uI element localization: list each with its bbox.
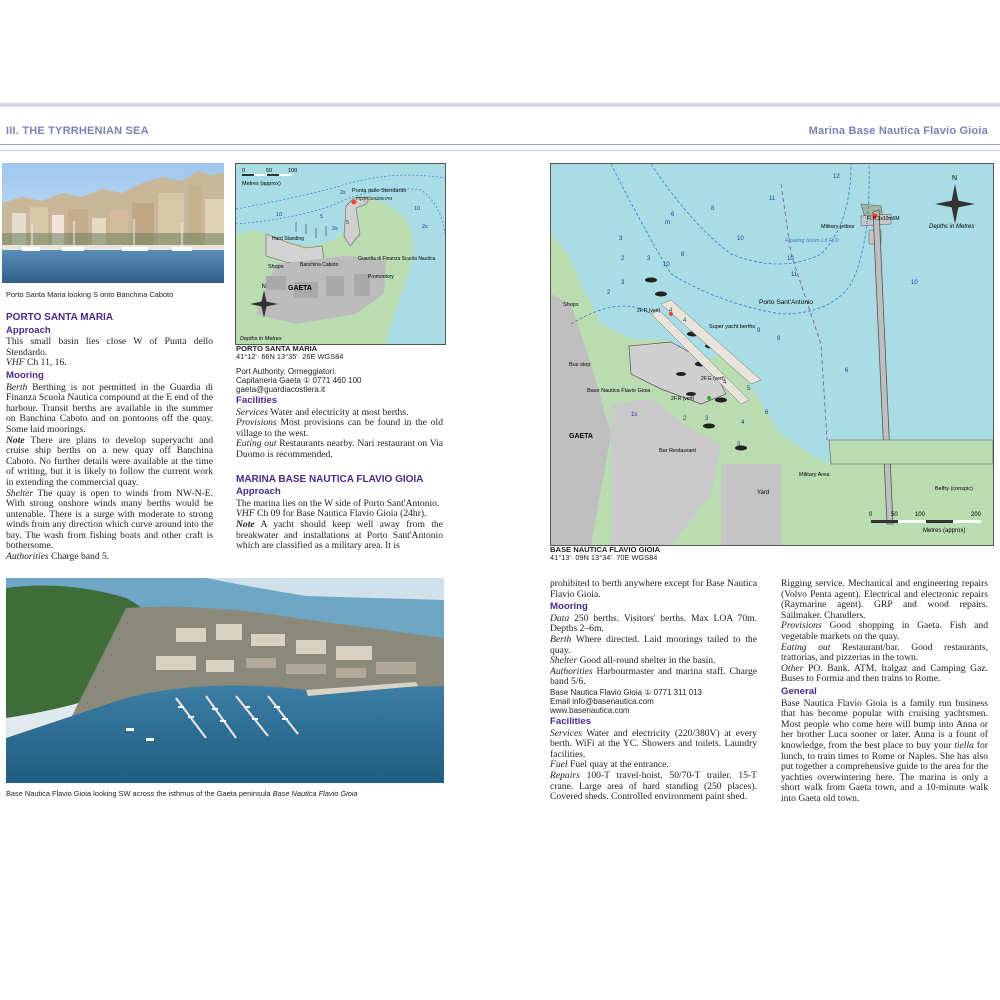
scale-tick-0: 0 — [242, 168, 246, 174]
map-base-nautica — [550, 163, 994, 546]
map2-title: BASE NAUTICA FLAVIO GIOIA — [550, 545, 661, 554]
depth: 2 — [621, 256, 625, 262]
label-gaeta: GAETA — [569, 433, 593, 440]
marina-services: Services Water and electricity (220/380V) at every berth. WiFi at the YC. Showers and toilets. Laundry facilities. — [550, 727, 757, 760]
depths-label: Depths in Metres — [240, 336, 282, 342]
psm-berth: Berth Berthing is not permitted in the Guardia di Finanza Scuola Nautica compound at the E end of the harbour. Transit berths are available in the summer on Banchina Caboto and on pontoons off the quay. Some laid moorings. — [6, 381, 213, 435]
label-porto: Porto Sant'Antonio — [759, 299, 813, 306]
depth: m — [665, 220, 670, 226]
label-fg: 2F.G (vert) — [701, 376, 725, 382]
scale-tick-100: 100 — [915, 512, 926, 518]
map1-coords: 41°12'· 66N 13°35'· 26E WGS84 — [236, 352, 344, 362]
photo-base-nautica-aerial — [6, 578, 444, 783]
chapter-title: III. THE TYRRHENIAN SEA — [6, 125, 149, 137]
psm-provisions: Provisions Most provisions can be found in the old village to the west. — [236, 417, 443, 439]
psm-authorities: Authorities Charge band 5. — [6, 551, 110, 563]
depth-5: 5 — [346, 220, 350, 226]
map2-coords: 41°13'· 09N 13°34'· 70E WGS84 — [550, 553, 658, 563]
photo-porto-santa-maria — [2, 163, 224, 283]
scale-label: Metres (approx) — [242, 181, 281, 187]
label-hard-standing: Hard Standing — [272, 236, 304, 242]
label-belfry: Belfry (conspic) — [935, 486, 973, 492]
marina-heading: MARINA BASE NAUTICA FLAVIO GIOIA — [236, 473, 424, 485]
depth: 3 — [647, 256, 651, 262]
scale-tick-50: 50 — [266, 168, 273, 174]
depth: 4 — [723, 380, 727, 386]
map2-caption — [550, 546, 850, 563]
depth: 3 — [621, 280, 625, 286]
column-2 — [236, 367, 443, 552]
label-guardia: Guardia di Finanza Scuola Nautica — [358, 256, 436, 262]
eating-out: Eating out Restaurant/bar. Good restaurants, trattorias, and pizzerias in the town. — [781, 641, 988, 664]
depth: 2 — [683, 416, 687, 422]
porto-santa-maria-section — [6, 313, 213, 563]
label-light: Fl(2)R.10s20m7M — [356, 196, 393, 201]
marina-approach-heading: Approach — [236, 486, 281, 498]
depth: 4 — [741, 420, 745, 426]
section-title: Marina Base Nautica Flavio Gioia — [808, 125, 988, 137]
label-fr3: 2F.R (vert) — [671, 396, 695, 402]
marina-email: Email info@basenautica.com — [550, 696, 654, 706]
psm-shelter: Shelter The quay is open to winds from NW-N-E. With strong onshore winds many berths would be untenable. There is a surge with moderate to strong winds from any direction which curve around into the bay. The wash from fishing boats and other craft is bothersome. — [6, 487, 213, 552]
marina-note-cont: prohibited to berth anywhere except for Base Nautica Flavio Gioia. — [550, 578, 757, 600]
psm-approach-text: This small basin lies close W of Punta dello Stendardo. — [6, 336, 213, 358]
depth: 10 — [911, 280, 918, 286]
port-authority: Port Authority. Ormeggiatori. — [236, 367, 337, 376]
label-base-nautica: Base Nautica Flavio Gioia — [587, 388, 651, 394]
marina-authorities: Authorities Harbourmaster and marina staff. Charge band 5/6. — [550, 665, 757, 688]
depth: 8 — [711, 206, 715, 212]
rigging-text: Rigging service. Mechanical and engineering repairs (Volvo Penta agent). Electrical and electronic repairs (Raymarine agent). GRP and wood repairs. Sailmaker. Chandlers. — [781, 578, 988, 621]
depth: 4 — [683, 318, 687, 324]
psm-heading: PORTO SANTA MARIA — [6, 312, 114, 323]
depth: 6 — [845, 368, 849, 374]
compass-rose-icon — [935, 175, 975, 224]
photo1-caption: Porto Santa Maria looking S onto Banchina Caboto — [6, 290, 174, 299]
depth: 9 — [757, 328, 761, 334]
marina-data: Data 250 berths. Visitors' berths. Max LOA 70m. Depths 2–6m. — [550, 612, 757, 635]
label-floating-boom: Floating boom Lit FLR — [785, 238, 840, 244]
marina-phone: Base Nautica Flavio Gioia ① 0771 311 013 — [550, 687, 703, 697]
scale-tick-100: 100 — [288, 168, 298, 174]
general-text: Base Nautica Flavio Gioia is a family run business that has become popular with cruising yachtsmen. Most people who come here will bump into Anna or her brother Luca sooner or later. Anna is a fount of knowledge, from the best place to buy your tiella for lunch, to train times to Rome or Naples. She has also put together a comprehensive guide to the area for the yachties overwintering here. The marina is only a short walk from Gaeta town, and a 10-minute walk into Gaeta old town. — [781, 697, 988, 804]
depth: 5 — [747, 386, 751, 392]
depth: 1s — [631, 412, 638, 418]
label-light: Fl.R.3s10m6M — [867, 216, 900, 222]
label-yard: Yard — [757, 490, 770, 496]
marina-fuel: Fuel Fuel quay at the entrance. — [550, 759, 669, 771]
depth: 3 — [705, 416, 709, 422]
svg-text:N: N — [952, 175, 958, 182]
depth: 10 — [787, 256, 794, 262]
psm-mooring-heading: Mooring — [6, 369, 44, 381]
depth: 10 — [663, 262, 670, 268]
capitaneria: Capitaneria Gaeta ① 0771 460 100 — [236, 376, 362, 385]
label-shops: Shops — [268, 264, 284, 270]
psm-vhf: VHF Ch 11, 16. — [6, 357, 67, 369]
label-punta: Punta dello Stendardo — [352, 188, 407, 194]
depth: 6 — [671, 212, 675, 218]
header-rule — [0, 103, 1000, 107]
depth: 3 — [619, 236, 623, 242]
scale-bar — [871, 520, 981, 523]
marina-facilities-heading: Facilities — [550, 715, 592, 727]
depth: 2 — [607, 290, 611, 296]
label-military-area: Military Area — [799, 472, 830, 478]
depth: 3 — [737, 442, 741, 448]
marina-mooring-heading: Mooring — [550, 601, 588, 613]
label-promontory: Promontory — [368, 274, 394, 280]
depth: 8 — [777, 336, 781, 342]
label-gaeta: GAETA — [288, 285, 312, 292]
depths-label: Depths in Metres — [929, 224, 975, 230]
column-4 — [781, 579, 988, 804]
depth: 8 — [681, 252, 685, 258]
depth: 10 — [737, 236, 744, 242]
marina-note: Note A yacht should keep well away from the breakwater and installations at Porto Sant'Antonio which are classified as a military area. It is — [236, 518, 443, 552]
marina-shelter: Shelter Good all-round shelter in the basin. — [550, 655, 716, 667]
scale-tick-0: 0 — [869, 512, 873, 518]
depth: 6 — [765, 410, 769, 416]
depth-3: 2s — [340, 190, 346, 196]
depth-7: 2s — [332, 226, 338, 232]
other: Other PO. Bank. ATM. Italgaz and Camping Gaz. Buses to Formia and then trains to Rome. — [781, 662, 988, 685]
photo2-credit: Base Nautica Flavio Gioia — [272, 789, 358, 798]
scale-bar — [242, 174, 292, 176]
label-shops: Shops — [563, 302, 579, 308]
label-military-jetties: Military jetties — [821, 224, 855, 230]
label-bus-stop: Bus stop — [569, 362, 591, 368]
scale-tick-50: 50 — [891, 512, 898, 518]
psm-services: Services Water and electricity at most berths. — [236, 406, 409, 418]
psm-note: Note There are plans to develop superyacht and cruise ship berths on a new quay off Banchina Caboto. No further details were available at the time of writing, but it is likely to follow the current work in extending the commercial quay. — [6, 434, 213, 488]
map1-title: PORTO SANTA MARIA — [236, 344, 318, 353]
psm-facilities-heading: Facilities — [236, 395, 278, 406]
depth: 12 — [833, 174, 840, 180]
depth: 11 — [791, 272, 798, 278]
header-underline — [0, 144, 1000, 145]
psm-eating: Eating out Restaurants nearby. Nari restaurant on Via Duomo is recommended. — [236, 438, 444, 460]
marina-approach-text: The marina lies on the W side of Porto Sant'Antonio. — [236, 497, 440, 509]
depth: 11 — [769, 196, 776, 202]
svg-text:N: N — [261, 284, 266, 290]
page-margin — [0, 0, 1000, 103]
depth: 4 — [669, 308, 673, 314]
marina-web: www.basenautica.com — [550, 705, 630, 715]
depth-2: 10 — [276, 212, 283, 218]
header-underline-2 — [0, 150, 1000, 151]
capitaneria-email: gaeta@guardiacostiera.it — [236, 385, 326, 394]
scale-label: Metres (approx) — [923, 528, 966, 534]
label-superyacht: Super yacht berths — [709, 324, 756, 330]
label-bar: Bar Restaurant — [659, 448, 696, 454]
scale-tick-200: 200 — [971, 512, 982, 518]
depth-4: 5 — [320, 214, 324, 220]
label-banchina: Banchina Caboto — [300, 262, 339, 268]
marina-berth: Berth Where directed. Laid moorings tailed to the quay. — [550, 633, 757, 656]
map1-caption — [236, 345, 446, 362]
marina-repairs: Repairs 100-T travel-hoist. 50/70-T trailer. 15-T crane. Large area of hard standing (250 places). Covered sheds. Controlled environment paint shed. — [550, 770, 757, 802]
marina-vhf: VHF Ch 09 for Base Nautica Flavio Gioia (24hr). — [236, 508, 427, 520]
photo2-caption: Base Nautica Flavio Gioia looking SW across the isthmus of the Gaeta peninsula Base Nautica Flavio Gioia — [6, 789, 358, 798]
provisions: Provisions Good shopping in Gaeta. Fish and vegetable markets on the quay. — [781, 620, 988, 642]
column-3 — [550, 579, 757, 802]
psm-approach-heading: Approach — [6, 324, 51, 336]
depth-6: 2s — [422, 224, 428, 230]
depth-1: 10 — [414, 206, 421, 212]
label-fr1: 2F.R (vert) — [637, 308, 661, 314]
map-porto-santa-maria — [235, 163, 446, 345]
general-heading: General — [781, 685, 817, 697]
